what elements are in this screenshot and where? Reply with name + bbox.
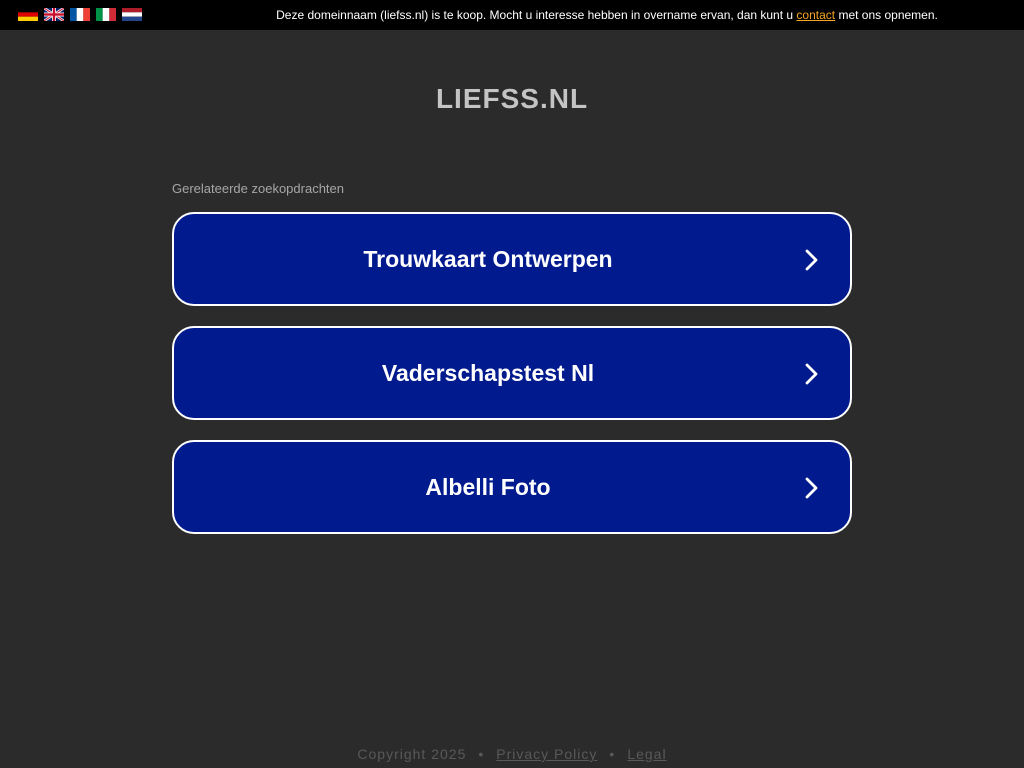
flag-de-icon[interactable] (18, 8, 38, 21)
related-link-trouwkaart-ontwerpen[interactable] (172, 212, 852, 306)
chevron-right-icon (804, 249, 820, 271)
chevron-right-icon (804, 363, 820, 385)
footer-separator: • (478, 746, 485, 762)
flag-nl-icon[interactable] (122, 8, 142, 21)
contact-link[interactable]: contact (796, 8, 836, 22)
related-links-list (172, 212, 852, 554)
related-link-label: Albelli Foto (425, 474, 551, 500)
privacy-policy-link[interactable]: Privacy Policy (496, 746, 598, 762)
site-title: LIEFSS.NL (435, 83, 589, 114)
flag-it-icon[interactable] (96, 8, 116, 21)
language-switcher (18, 8, 142, 21)
related-link-label: Vaderschapstest Nl (381, 360, 595, 386)
related-link-label: Trouwkaart Ontwerpen (363, 246, 613, 272)
notice-text-before: Deze domeinnaam (liefss.nl) is te koop. Mocht u interesse hebben in overname ervan, dan kunt u (276, 8, 797, 22)
flag-fr-icon[interactable] (70, 8, 90, 21)
footer (0, 746, 1024, 762)
related-searches-label: Gerelateerde zoekopdrachten (172, 181, 345, 196)
notice-text-after: met ons opnemen. (835, 8, 938, 22)
flag-gb-icon[interactable] (44, 8, 64, 21)
legal-link[interactable]: Legal (627, 746, 667, 762)
related-link-vaderschapstest-nl[interactable] (172, 326, 852, 420)
top-bar (0, 0, 1024, 30)
footer-separator: • (609, 746, 616, 762)
copyright-text: Copyright 2025 (357, 746, 467, 762)
for-sale-notice (190, 8, 1024, 22)
chevron-right-icon (804, 477, 820, 499)
related-link-albelli-foto[interactable] (172, 440, 852, 534)
